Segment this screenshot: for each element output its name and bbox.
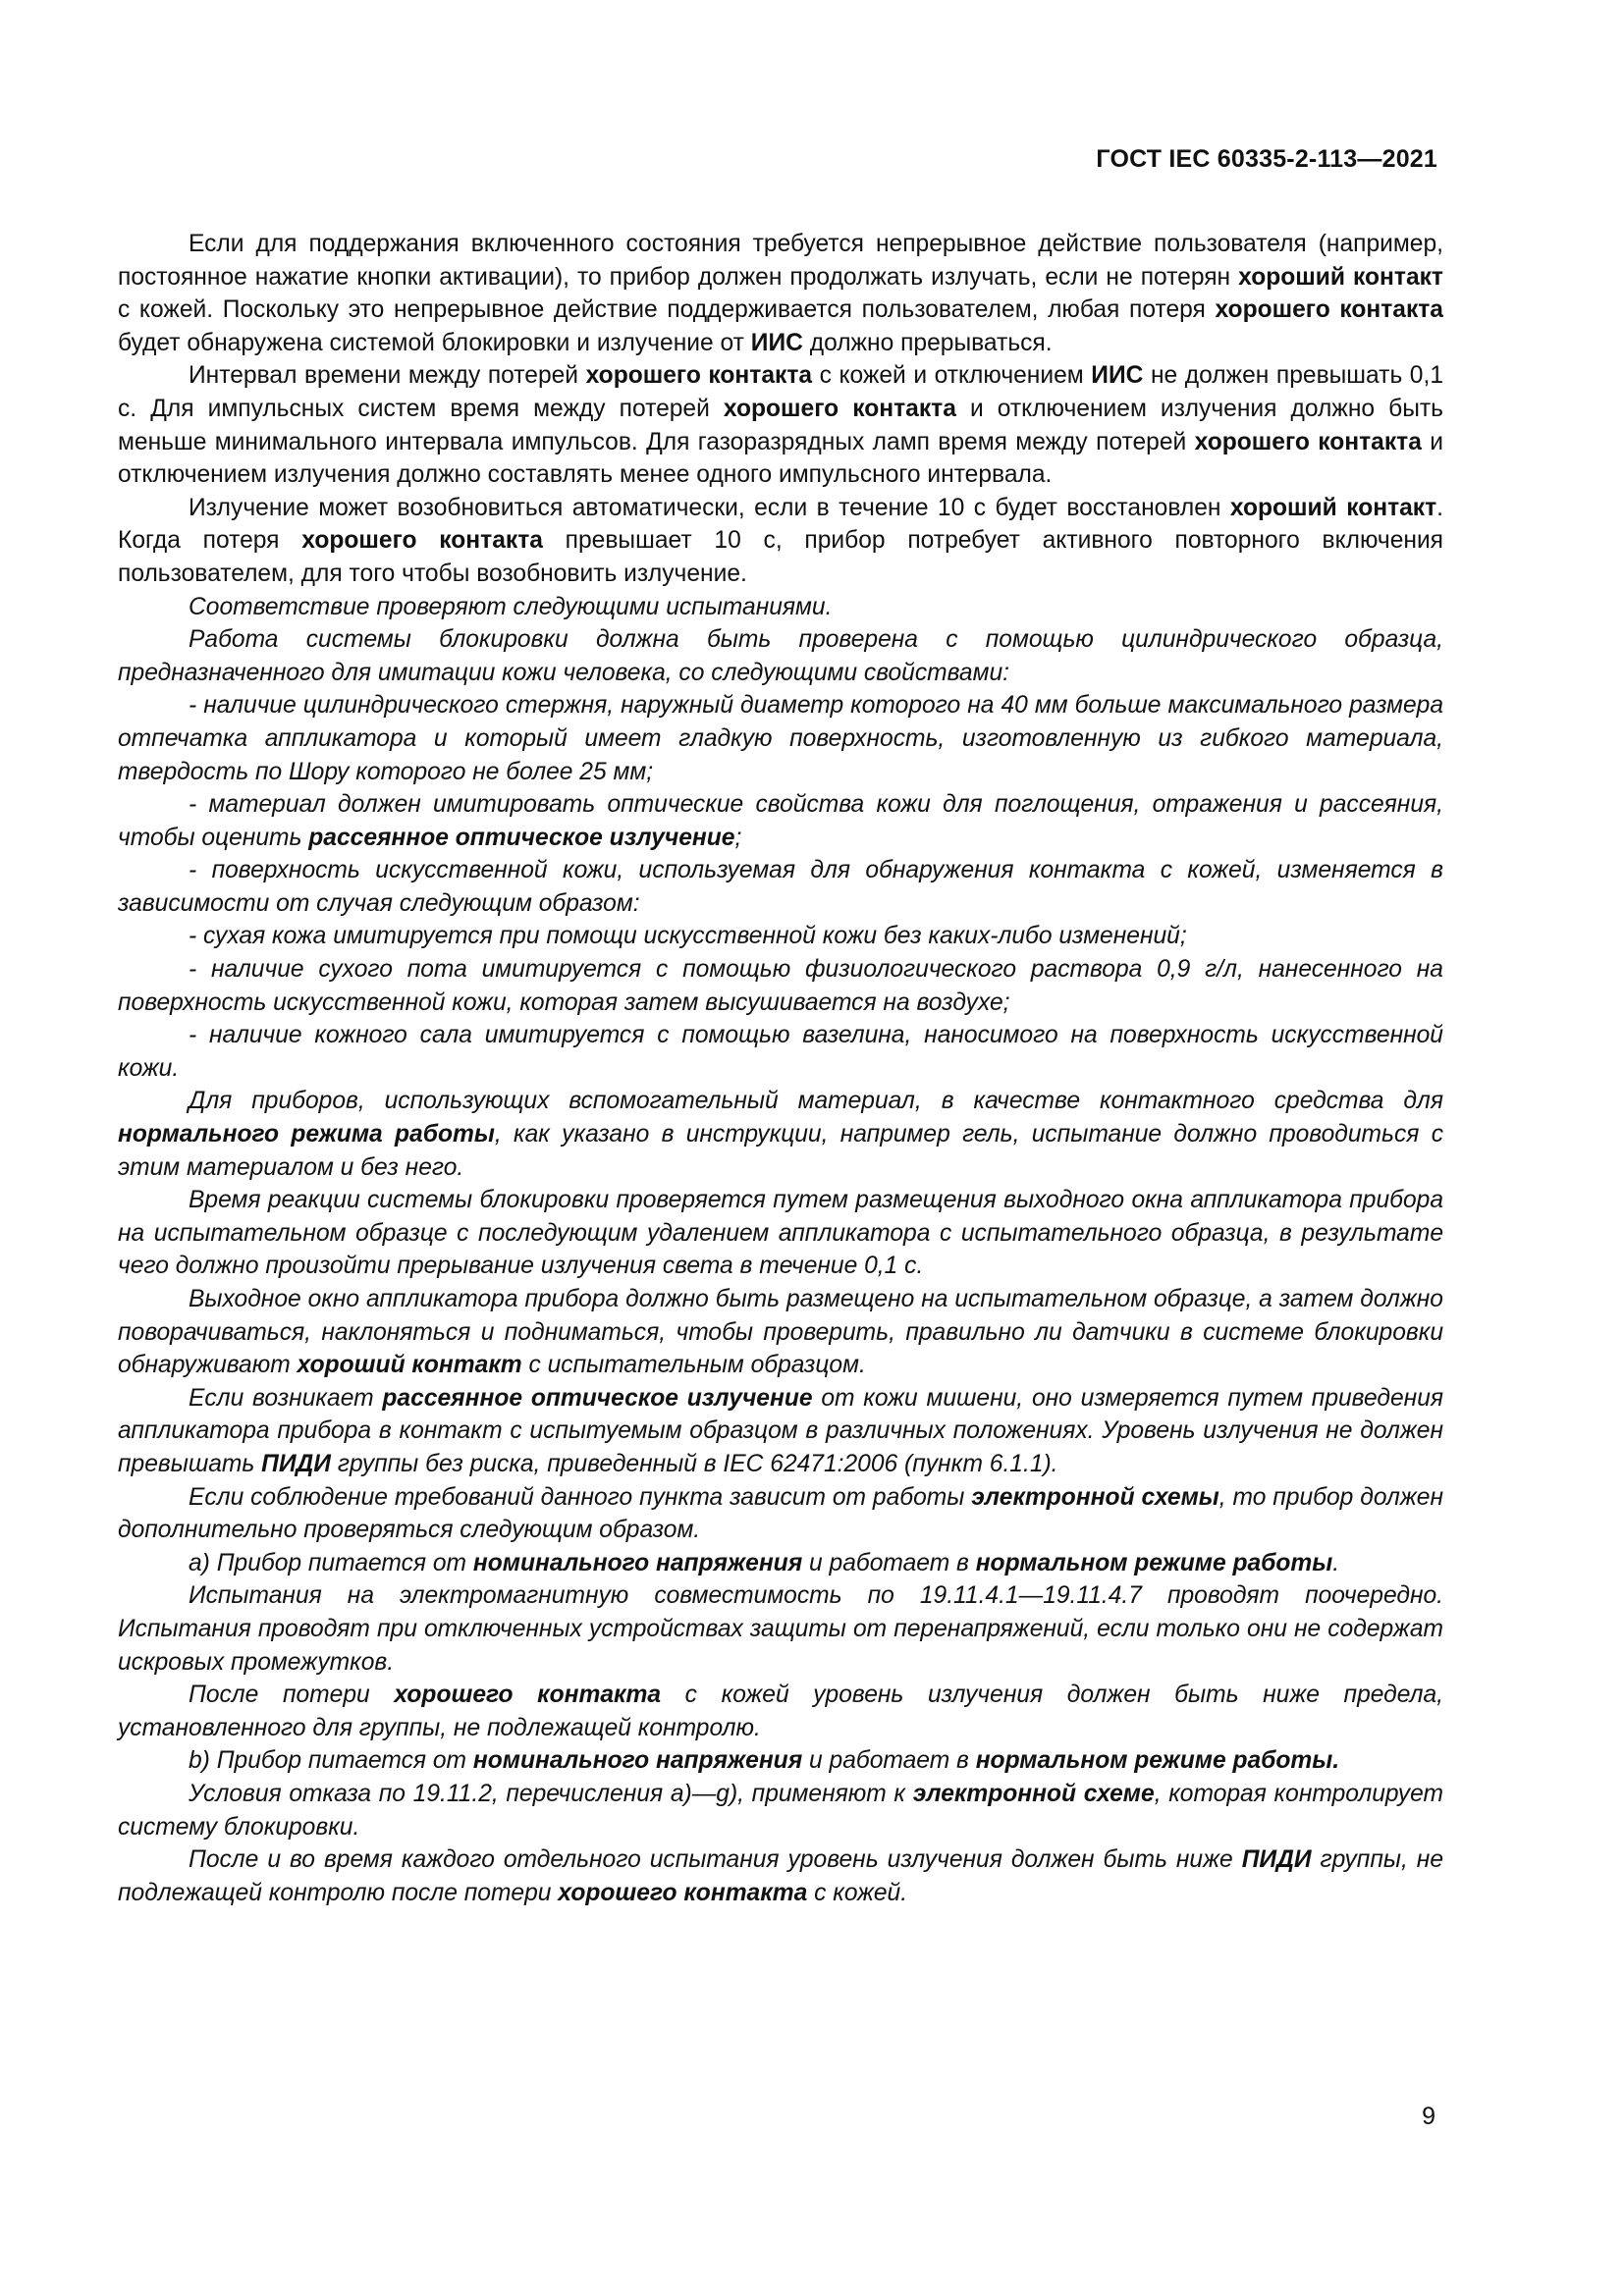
text-run: , которая контролирует систему блокировки. — [118, 1780, 1443, 1841]
text-run: Соответствие проверяют следующими испытаниями. — [189, 593, 833, 620]
paragraph — [118, 492, 1443, 591]
paragraph — [118, 1184, 1443, 1283]
paragraph — [118, 591, 1443, 624]
paragraph — [118, 1382, 1443, 1481]
text-run: Для приборов, использующих вспомогательный материал, в качестве контактного средства для — [189, 1088, 1443, 1115]
term-bold: рассеянное оптическое излучение — [308, 824, 735, 851]
term-bold: хороший контакт — [1229, 494, 1437, 521]
text-run: и работает в — [802, 1747, 976, 1775]
document-header-id: ГОСТ IEC 60335-2-113—2021 — [1096, 145, 1437, 173]
text-run: с кожей уровень излучения должен быть ниже предела, установленного для группы, не подлежащей контролю. — [118, 1682, 1443, 1741]
text-run: от кожи мишени, оно измеряется путем приведения аппликатора прибора в контакт с испытуемым образцом в различных положениях. Уровень излучения не должен превышать — [118, 1384, 1444, 1477]
paragraph — [118, 1019, 1443, 1085]
paragraph — [118, 1744, 1443, 1778]
text-run: и работает в — [802, 1549, 976, 1576]
text-run: - сухая кожа имитируется при помощи искусственной кожи без каких-либо изменений; — [189, 923, 1187, 950]
paragraph — [118, 1579, 1443, 1679]
text-run: b) Прибор питается от — [189, 1747, 473, 1775]
text-run: ; — [734, 824, 742, 851]
term-bold: нормальном режиме работы — [975, 1549, 1333, 1576]
text-run: - наличие кожного сала имитируется с помощью вазелина, наносимого на поверхность искусственной кожи. — [118, 1022, 1443, 1082]
text-run: Если соблюдение требований данного пункта зависит от работы — [189, 1483, 972, 1511]
text-run: Время реакции системы блокировки проверяется путем размещения выходного окна аппликатора прибора на испытательном образце с последующим удалением аппликатора с испытательного образца, в результате чего должно произойти прерывание излучения света в течение 0,1 с. — [118, 1187, 1443, 1280]
text-run: Выходное окно аппликатора прибора должно быть размещено на испытательном образце, а затем должно поворачиваться, наклоняться и подниматься, чтобы проверить, правильно ли датчики в системе блокировки обнаруживают — [118, 1286, 1443, 1379]
paragraph — [118, 854, 1443, 920]
text-run: - материал должен имитировать оптические свойства кожи для поглощения, отражения и рассеяния, чтобы оценить — [118, 791, 1443, 851]
text-run: с испытательным образцом. — [521, 1352, 866, 1379]
text-run: Интервал времени между потерей — [189, 362, 586, 390]
term-bold: хорошего контакта — [1194, 428, 1422, 455]
term-bold: рассеянное оптическое излучение — [382, 1384, 813, 1412]
term-bold: хорошего контакта — [1215, 296, 1443, 324]
term-bold: электронной схеме — [912, 1780, 1155, 1807]
paragraph — [118, 1283, 1443, 1382]
term-bold: хорошего контакта — [394, 1682, 662, 1709]
term-bold: ИИС — [1091, 362, 1144, 390]
text-run: с кожей и отключением — [812, 362, 1092, 390]
text-run: После потери — [189, 1682, 395, 1709]
paragraph — [118, 1679, 1443, 1744]
paragraph — [118, 788, 1443, 854]
term-bold: хорошего контакта — [585, 362, 813, 390]
term-bold: электронной схемы — [971, 1483, 1219, 1511]
text-run: и отключением излучения должно составлять менее одного импульсного интервала. — [118, 428, 1443, 489]
paragraph — [118, 953, 1443, 1019]
paragraph — [118, 689, 1443, 788]
term-bold: хорошего контакта — [301, 527, 543, 555]
text-run: После и во время каждого отдельного испытания уровень излучения должен быть ниже — [189, 1846, 1242, 1874]
text-run: группы без риска, приведенный в IEC 62471:2006 (пункт 6.1.1). — [331, 1450, 1058, 1477]
term-bold: номинального напряжения — [472, 1747, 803, 1775]
term-bold: ИИС — [750, 329, 803, 356]
text-run: . Когда потеря — [118, 494, 1443, 555]
text-run: и отключением излучения должно быть меньше минимального интервала импульсов. Для газоразрядных ламп время между потерей — [118, 395, 1443, 455]
term-bold: хорошего контакта — [723, 395, 956, 422]
text-run: Работа системы блокировки должна быть проверена с помощью цилиндрического образца, предназначенного для имитации кожи человека, со следующими свойствами: — [118, 626, 1443, 686]
term-bold: нормальном режиме работы. — [975, 1747, 1340, 1775]
text-run: группы, не подлежащей контролю после потери — [118, 1846, 1443, 1906]
paragraph — [118, 1778, 1443, 1843]
text-run: Испытания на электромагнитную совместимость по 19.11.4.1—19.11.4.7 проводят поочередно. Испытания проводят при отключенных устройствах защиты от перенапряжений, если только они не содержат искровых промежутков. — [118, 1582, 1443, 1676]
term-bold: хорошего контакта — [558, 1879, 808, 1906]
text-run: Если возникает — [189, 1384, 383, 1412]
text-run: Если для поддержания включенного состояния требуется непрерывное действие пользователя (например, постоянное нажатие кнопки активации), то прибор должен продолжать излучать, если не потерян — [118, 231, 1443, 291]
paragraph — [118, 920, 1443, 953]
text-run: - наличие цилиндрического стержня, наружный диаметр которого на 40 мм больше максимального размера отпечатка аппликатора и который имеет гладкую поверхность, изготовленную из гибкого материала, твердость по Шору которого не более 25 мм; — [118, 692, 1443, 785]
text-run: будет обнаружена системой блокировки и излучение от — [118, 329, 751, 356]
term-bold: нормального режима работы — [118, 1121, 495, 1148]
text-run: с кожей. — [807, 1879, 908, 1906]
term-bold: номинального напряжения — [472, 1549, 803, 1576]
term-bold: ПИДИ — [1241, 1846, 1312, 1874]
paragraph — [118, 228, 1443, 359]
text-run: не должен превышать 0,1 с. Для импульсных систем время между потерей — [118, 362, 1443, 422]
text-run: . — [1332, 1549, 1340, 1576]
term-bold: хороший контакт — [1238, 263, 1443, 291]
text-run: - наличие сухого пота имитируется с помощью физиологического раствора 0,9 г/л, нанесенного на поверхность искусственной кожи, которая затем высушивается на воздухе; — [118, 956, 1443, 1016]
document-body — [118, 228, 1443, 1909]
text-run: a) Прибор питается от — [189, 1549, 473, 1576]
text-run: , то прибор должен дополнительно проверяться следующим образом. — [118, 1483, 1443, 1544]
paragraph — [118, 623, 1443, 689]
paragraph — [118, 1843, 1443, 1909]
text-run: превышает 10 с, прибор потребует активного повторного включения пользователем, для того чтобы возобновить излучение. — [118, 527, 1444, 587]
text-run: Условия отказа по 19.11.2, перечисления a)—g), применяют к — [189, 1780, 913, 1807]
paragraph — [118, 1085, 1443, 1184]
text-run: , как указано в инструкции, например гель, испытание должно проводиться с этим материалом и без него. — [118, 1121, 1443, 1181]
text-run: Излучение может возобновиться автоматически, если в течение 10 с будет восстановлен — [189, 494, 1230, 521]
term-bold: ПИДИ — [261, 1450, 331, 1477]
paragraph — [118, 359, 1443, 491]
text-run: должно прерываться. — [802, 329, 1053, 356]
page-number: 9 — [1422, 2103, 1435, 2130]
term-bold: хороший контакт — [297, 1352, 522, 1379]
paragraph — [118, 1547, 1443, 1580]
text-run: - поверхность искусственной кожи, используемая для обнаружения контакта с кожей, изменяется в зависимости от случая следующим образом: — [118, 857, 1443, 917]
paragraph — [118, 1481, 1443, 1547]
text-run: с кожей. Поскольку это непрерывное действие поддерживается пользователем, любая потеря — [118, 296, 1216, 324]
